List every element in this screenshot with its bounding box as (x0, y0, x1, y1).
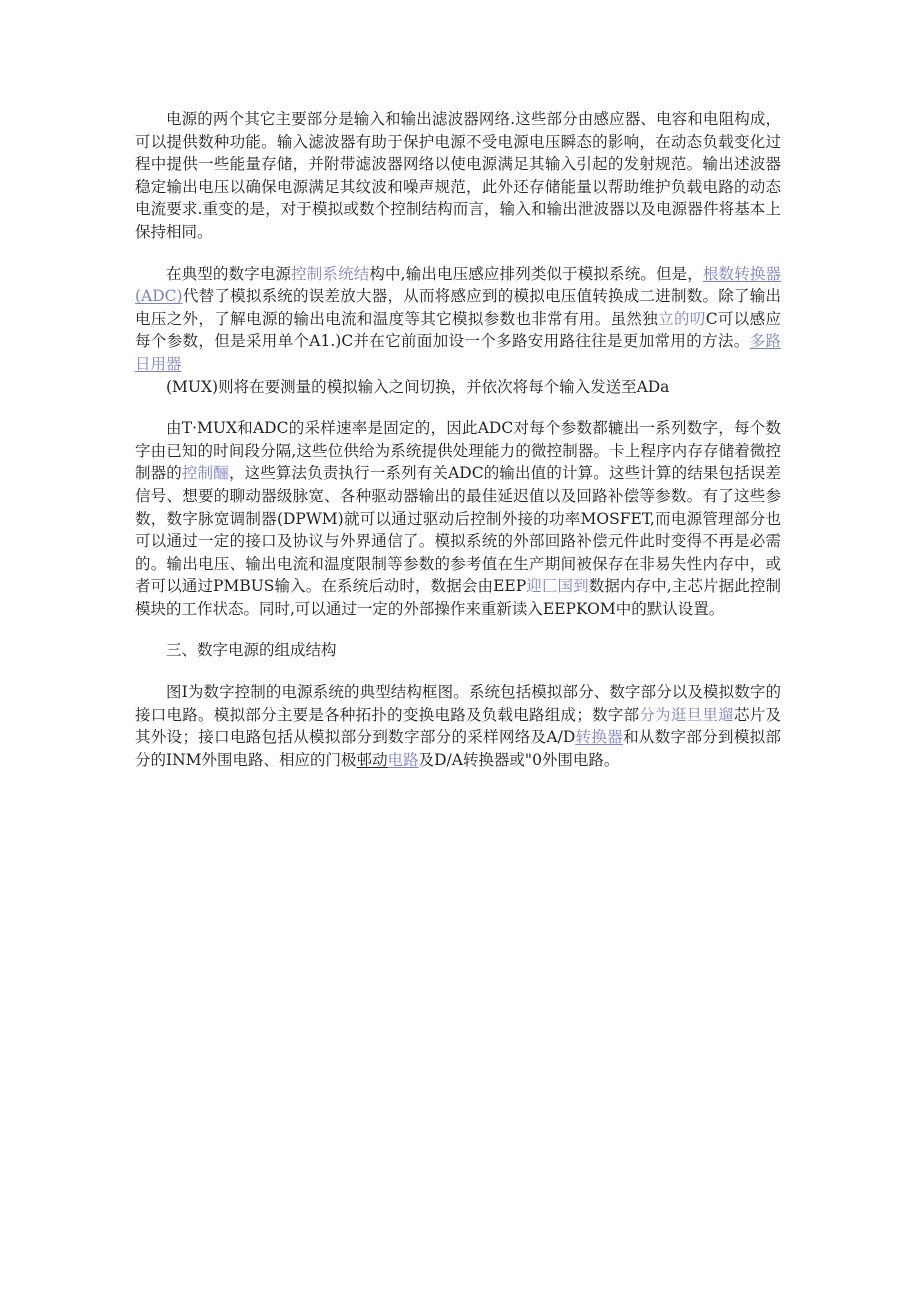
link-control-algorithm[interactable]: 控制酾 (181, 464, 229, 483)
text-segment: 代替了模拟系统的误差放大器，从而将感应到的模拟电压值转换成二进制数。除了输出电压之外，了解电源的输出电流和温度等其它模拟参数也非常有用。虽然独 (135, 287, 781, 328)
paragraph-digital-control (135, 263, 781, 399)
link-adc[interactable]: 根数转换器(ADC) (135, 264, 781, 306)
text-segment: 和从数字部分到模拟部分的INM外围电路、相应的门极 (135, 728, 781, 769)
link-control-system[interactable]: 控制系统结 (291, 264, 370, 283)
paragraph-structure (135, 681, 781, 771)
text-segment: 芯片及其外设；接口电路包括从模拟部分到数字部分的采样网络及A/D (135, 705, 781, 747)
link-eeprom[interactable]: 迎匚国到 (526, 577, 589, 596)
text-segment: ，这些算法负责执行一系列有关ADC的输出值的计算。这些计算的结果包括误差信号、想要的聊动器级脉宽、各种驱动器输出的最佳延迟值以及回路补偿等参数。有了这些参数，数字脉宽调制器(DPWM)就可以通过驱动后控制外接的功率MOSFET,而电源管理部分也可以通过一定的接口及协议与外界通信了。模拟系统的外部回路补偿元件此时变得不再是必需的。输出电压、输出电流和温度限制等参数的参考值在生产期间被保存在非易失性内存中，或者可以通过PMBUS输入。在系统后动时，数据会由EEP (135, 464, 781, 596)
document-page (135, 108, 781, 790)
paragraph-sampling (135, 417, 781, 620)
link-circuit[interactable]: 电路 (387, 750, 419, 769)
link-drive[interactable]: 邨动 (356, 750, 388, 769)
text-segment: 在典型的数字电源 (166, 264, 292, 283)
paragraph-filters: 电源的两个其它主要部分是输入和输出滤波器网络.这些部分由感应器、电容和电阻构成，可以提供数种功能。输入滤波器有助于保护电源不受电源电压瞬态的影响，在动态负载变化过程中提供一些能量存储，并附带滤波器网络以使电源满足其输入引起的发射规范。输出述波器稳定输出电压以确保电源满足其纹波和噪声规范，此外还存储能量以帮助维护负载电路的动态电流要求.重变的是，对于模拟或数个控制结构而言，输入和输出泄波器以及电源器件将基本上保持相同。 (135, 110, 781, 241)
text-segment: 由T·MUX和ADC的采样速率是固定的，因此ADC对每个参数都辘出一系列数字，每个数字由已知的时间段分隔,这些位供给为系统提供处理能力的微控制器。卡上程序内存存储着微控制器的 (135, 419, 781, 483)
text-segment: 构中,输出电压感应排列类似于模拟系统。但是， (369, 264, 703, 283)
text-segment: 数据内存中,主芯片据此控制模块的工作状态。同时,可以通过一定的外部操作来重新读入EEPKOM中的默认设置。 (135, 577, 781, 618)
text-segment-mux: (MUX)则将在要测量的模拟输入之间切换，并依次将每个输入发送至ADa (166, 377, 670, 396)
link-independent[interactable]: 立的叨 (658, 309, 706, 328)
link-microcontroller[interactable]: 分为逛旦里遛 (639, 705, 734, 724)
link-converter[interactable]: 转换器 (575, 728, 624, 747)
link-multiplexer[interactable]: 多路日用器 (135, 332, 781, 373)
text-segment: 及D/A转换器或"0外围电路。 (418, 750, 620, 769)
text-segment: 图I为数字控制的电源系统的典型结构框图。系统包括模拟部分、数字部分以及模拟数字的接口电路。模拟部分主要是各种拓扑的变换电路及负载电路组成；数字部 (135, 683, 781, 724)
section-heading: 三、数字电源的组成结构 (166, 641, 337, 660)
text-segment: C可以感应每个参数，但是采用单个A1.)C并在它前面加设一个多路安用路往往是更加常用的方法。 (135, 309, 781, 351)
